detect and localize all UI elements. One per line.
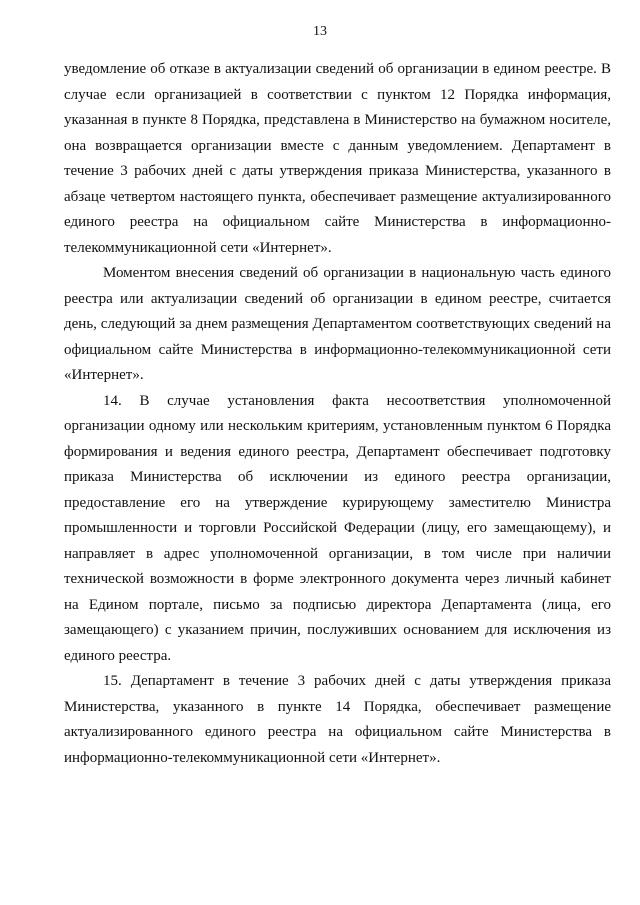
paragraph-item-15: 15. Департамент в течение 3 рабочих дней с даты утверждения приказа Министерства, указанного в пункте 14 Порядка, обеспечивает размещение актуализированного единого реестра на официальном сайте Министерства в информационно-телекоммуникационной сети «Интернет».	[64, 673, 611, 766]
paragraph-moment-of-entry: Моментом внесения сведений об организации в национальную часть единого реестра или актуализации сведений об организации в едином реестре, считается день, следующий за днем размещения Департаментом соответствующих сведений на официальном сайте Министерства в информационно-телекоммуникационной сети «Интернет».	[64, 265, 611, 383]
paragraph-continuation: уведомление об отказе в актуализации сведений об организации в едином реестре. В случае если организацией в соответствии с пунктом 12 Порядка информация, указанная в пункте 8 Порядка, представлена в Министерство на бумажном носителе, она возвращается организации вместе с данным уведомлением. Департамент в течение 3 рабочих дней с даты утверждения приказа Министерства, указанного в абзаце четвертом настоящего пункта, обеспечивает размещение актуализированного единого реестра на официальном сайте Министерства в информационно-телекоммуникационной сети «Интернет».	[64, 61, 611, 256]
document-body	[64, 57, 611, 771]
paragraph-item-14: 14. В случае установления факта несоответствия уполномоченной организации одному или нескольким критериям, установленным пунктом 6 Порядка формирования и ведения единого реестра, Департамент обеспечивает подготовку приказа Министерства об исключении из единого реестра организации, предоставление его на утверждение курирующему заместителю Министра промышленности и торговли Российской Федерации (лицу, его замещающему), и направляет в адрес уполномоченной организации, в том числе при наличии технической возможности в форме электронного документа через личный кабинет на Едином портале, письмо за подписью директора Департамента (лица, его замещающего) с указанием причин, послуживших основанием для исключения из единого реестра.	[64, 392, 611, 664]
page-number: 13	[313, 24, 327, 39]
